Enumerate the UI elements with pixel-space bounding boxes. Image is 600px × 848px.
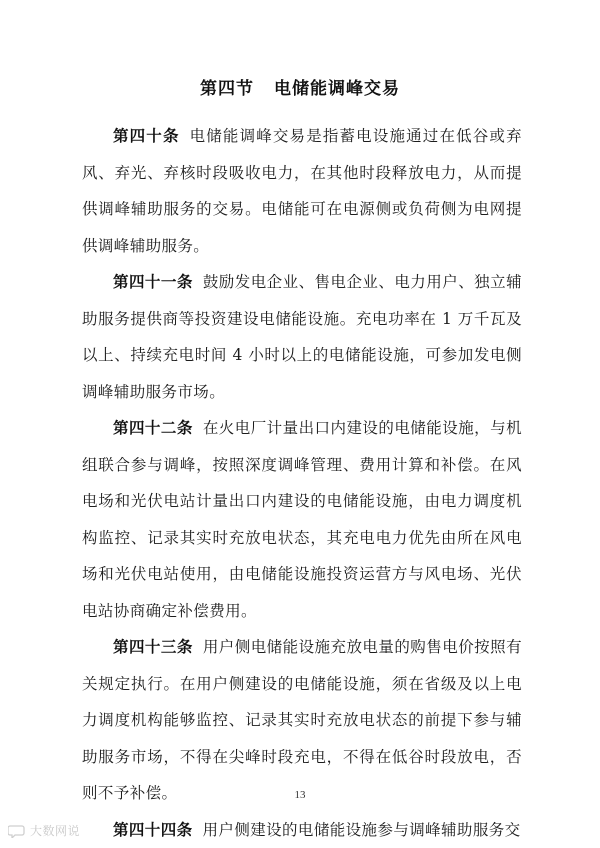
chat-bubble-icon [8, 824, 26, 838]
article-text: 用户侧电储能设施充放电量的购售电价按照有关规定执行。在用户侧建设的电储能设施，须在省级及以上电力调度机构能够监控、记录其实时充放电状态的前提下参与辅助服务市场，不得在尖峰时段充电，不得在低谷时段放电，否则不予补偿。 [82, 638, 522, 802]
article-text: 用户侧建设的电储能设施参与调峰辅助服务交 [202, 820, 521, 839]
article-label: 第四十四条 [113, 820, 193, 839]
article-42 [82, 410, 522, 629]
watermark [8, 822, 80, 839]
article-41 [82, 264, 522, 410]
article-text: 鼓励发电企业、售电企业、电力用户、独立辅助服务提供商等投资建设电储能设施。充电功率在 1 万千瓦及以上、持续充电时间 4 小时以上的电储能设施，可参加发电侧调峰辅助服务市场。 [82, 273, 522, 401]
article-label: 第四十三条 [113, 638, 193, 656]
article-43 [82, 629, 522, 812]
article-44 [82, 812, 522, 848]
page-number: 13 [294, 789, 306, 801]
article-text: 电储能调峰交易是指蓄电设施通过在低谷或弃风、弃光、弃核时段吸收电力，在其他时段释放电力，从而提供调峰辅助服务的交易。电储能可在电源侧或负荷侧为电网提供调峰辅助服务。 [82, 127, 522, 255]
watermark-text: 大数网说 [30, 824, 81, 838]
article-text: 在火电厂计量出口内建设的电储能设施，与机组联合参与调峰，按照深度调峰管理、费用计算和补偿。在风电场和光伏电站计量出口内建设的电储能设施，由电力调度机构监控、记录其实时充放电状态，其充电电力优先由所在风电场和光伏电站使用，由电储能设施投资运营方与风电场、光伏电站协商确定补偿费用。 [82, 419, 522, 620]
document-body [82, 118, 522, 848]
article-label: 第四十条 [113, 127, 180, 145]
section-title [0, 74, 600, 99]
article-label: 第四十一条 [113, 273, 193, 291]
section-name: 电储能调峰交易 [274, 79, 400, 99]
article-40 [82, 118, 522, 264]
section-number: 第四节 [200, 79, 254, 99]
article-label: 第四十二条 [113, 419, 193, 437]
